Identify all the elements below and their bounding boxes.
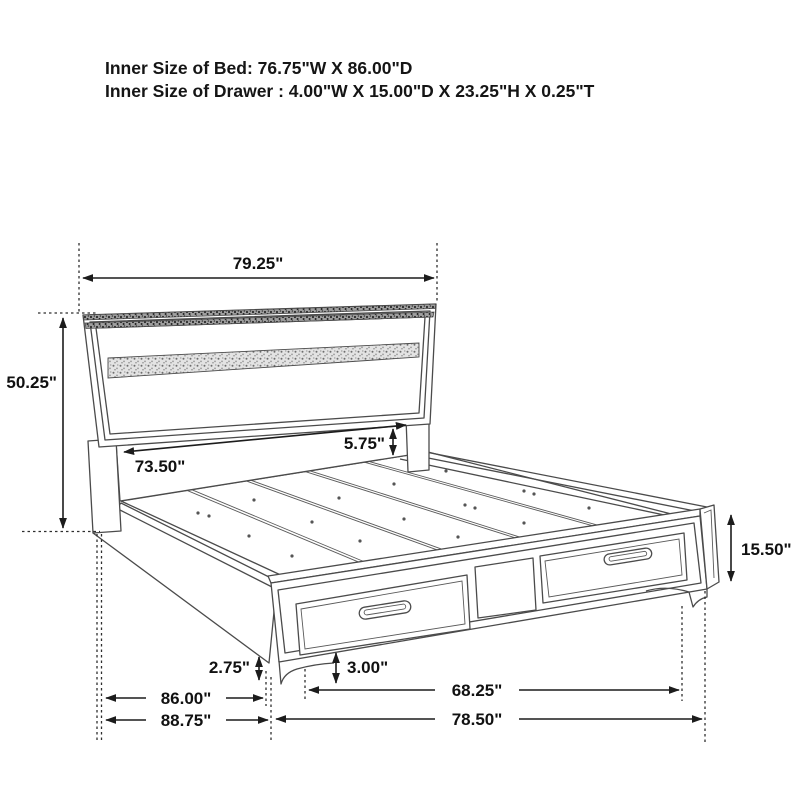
label-headboard-height: 50.25": [6, 373, 57, 392]
title-drawer-inner-size: Inner Size of Drawer : 4.00"W X 15.00"D X 23.25"H X 0.25"T: [105, 81, 595, 101]
label-foot-bracket: 3.00": [347, 658, 389, 677]
label-overall-depth: 88.75": [160, 711, 212, 730]
label-headboard-width: 79.25": [232, 254, 284, 273]
title-bed-inner-size: Inner Size of Bed: 76.75"W X 86.00"D: [105, 58, 413, 78]
label-footboard-height: 15.50": [741, 540, 792, 559]
label-headboard-inner-width: 73.50": [134, 457, 186, 476]
label-inner-depth: 86.00": [160, 689, 212, 708]
label-footboard-width: 78.50": [451, 710, 503, 729]
bed-drawing: [83, 304, 719, 684]
headboard-left-leg: [88, 439, 121, 533]
label-side-rail-bottom: 2.75": [208, 658, 250, 677]
label-rail-gap: 5.75": [343, 434, 385, 453]
label-drawer-section-width: 68.25": [451, 681, 503, 700]
